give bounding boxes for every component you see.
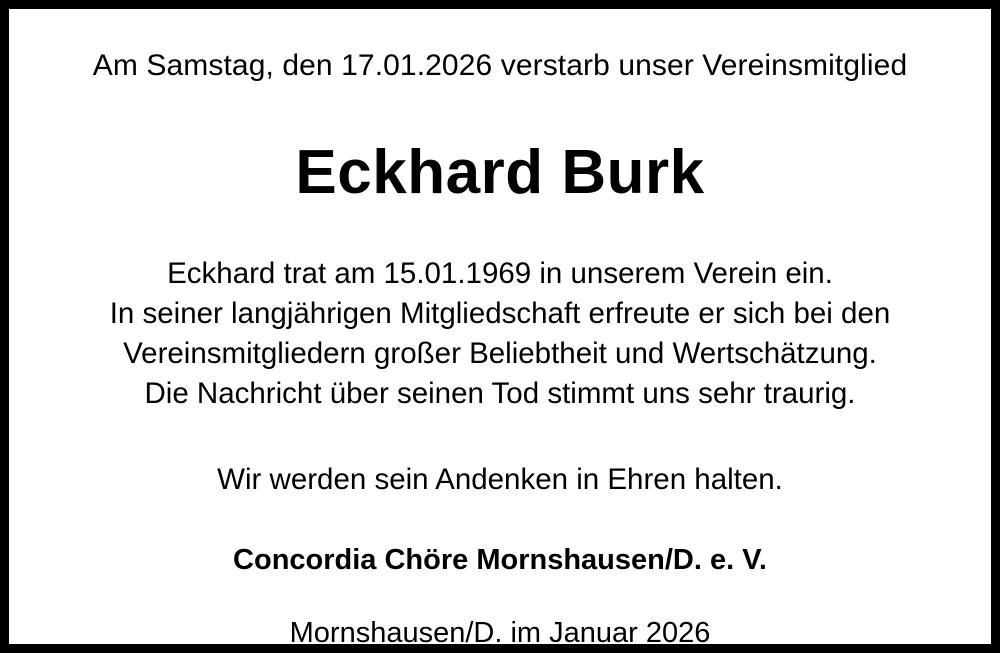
tribute-paragraph xyxy=(110,254,891,414)
remembrance-text: Wir werden sein Andenken in Ehren halten. xyxy=(217,462,783,496)
organization-name: Concordia Chöre Mornshausen/D. e. V. xyxy=(233,544,767,577)
notice-content xyxy=(9,9,991,650)
deceased-name: Eckhard Burk xyxy=(295,137,705,207)
tribute-line: In seiner langjährigen Mitgliedschaft erfreute er sich bei den xyxy=(109,296,891,330)
tribute-line: Die Nachricht über seinen Tod stimmt uns sehr traurig. xyxy=(144,376,856,410)
tribute-line: Vereinsmitgliedern großer Beliebtheit und Wertschätzung. xyxy=(123,336,877,370)
place-and-date: Mornshausen/D. im Januar 2026 xyxy=(289,617,711,650)
intro-text: Am Samstag, den 17.01.2026 verstarb unser Vereinsmitglied xyxy=(92,49,908,82)
tribute-line: Eckhard trat am 15.01.1969 in unserem Verein ein. xyxy=(167,256,833,290)
